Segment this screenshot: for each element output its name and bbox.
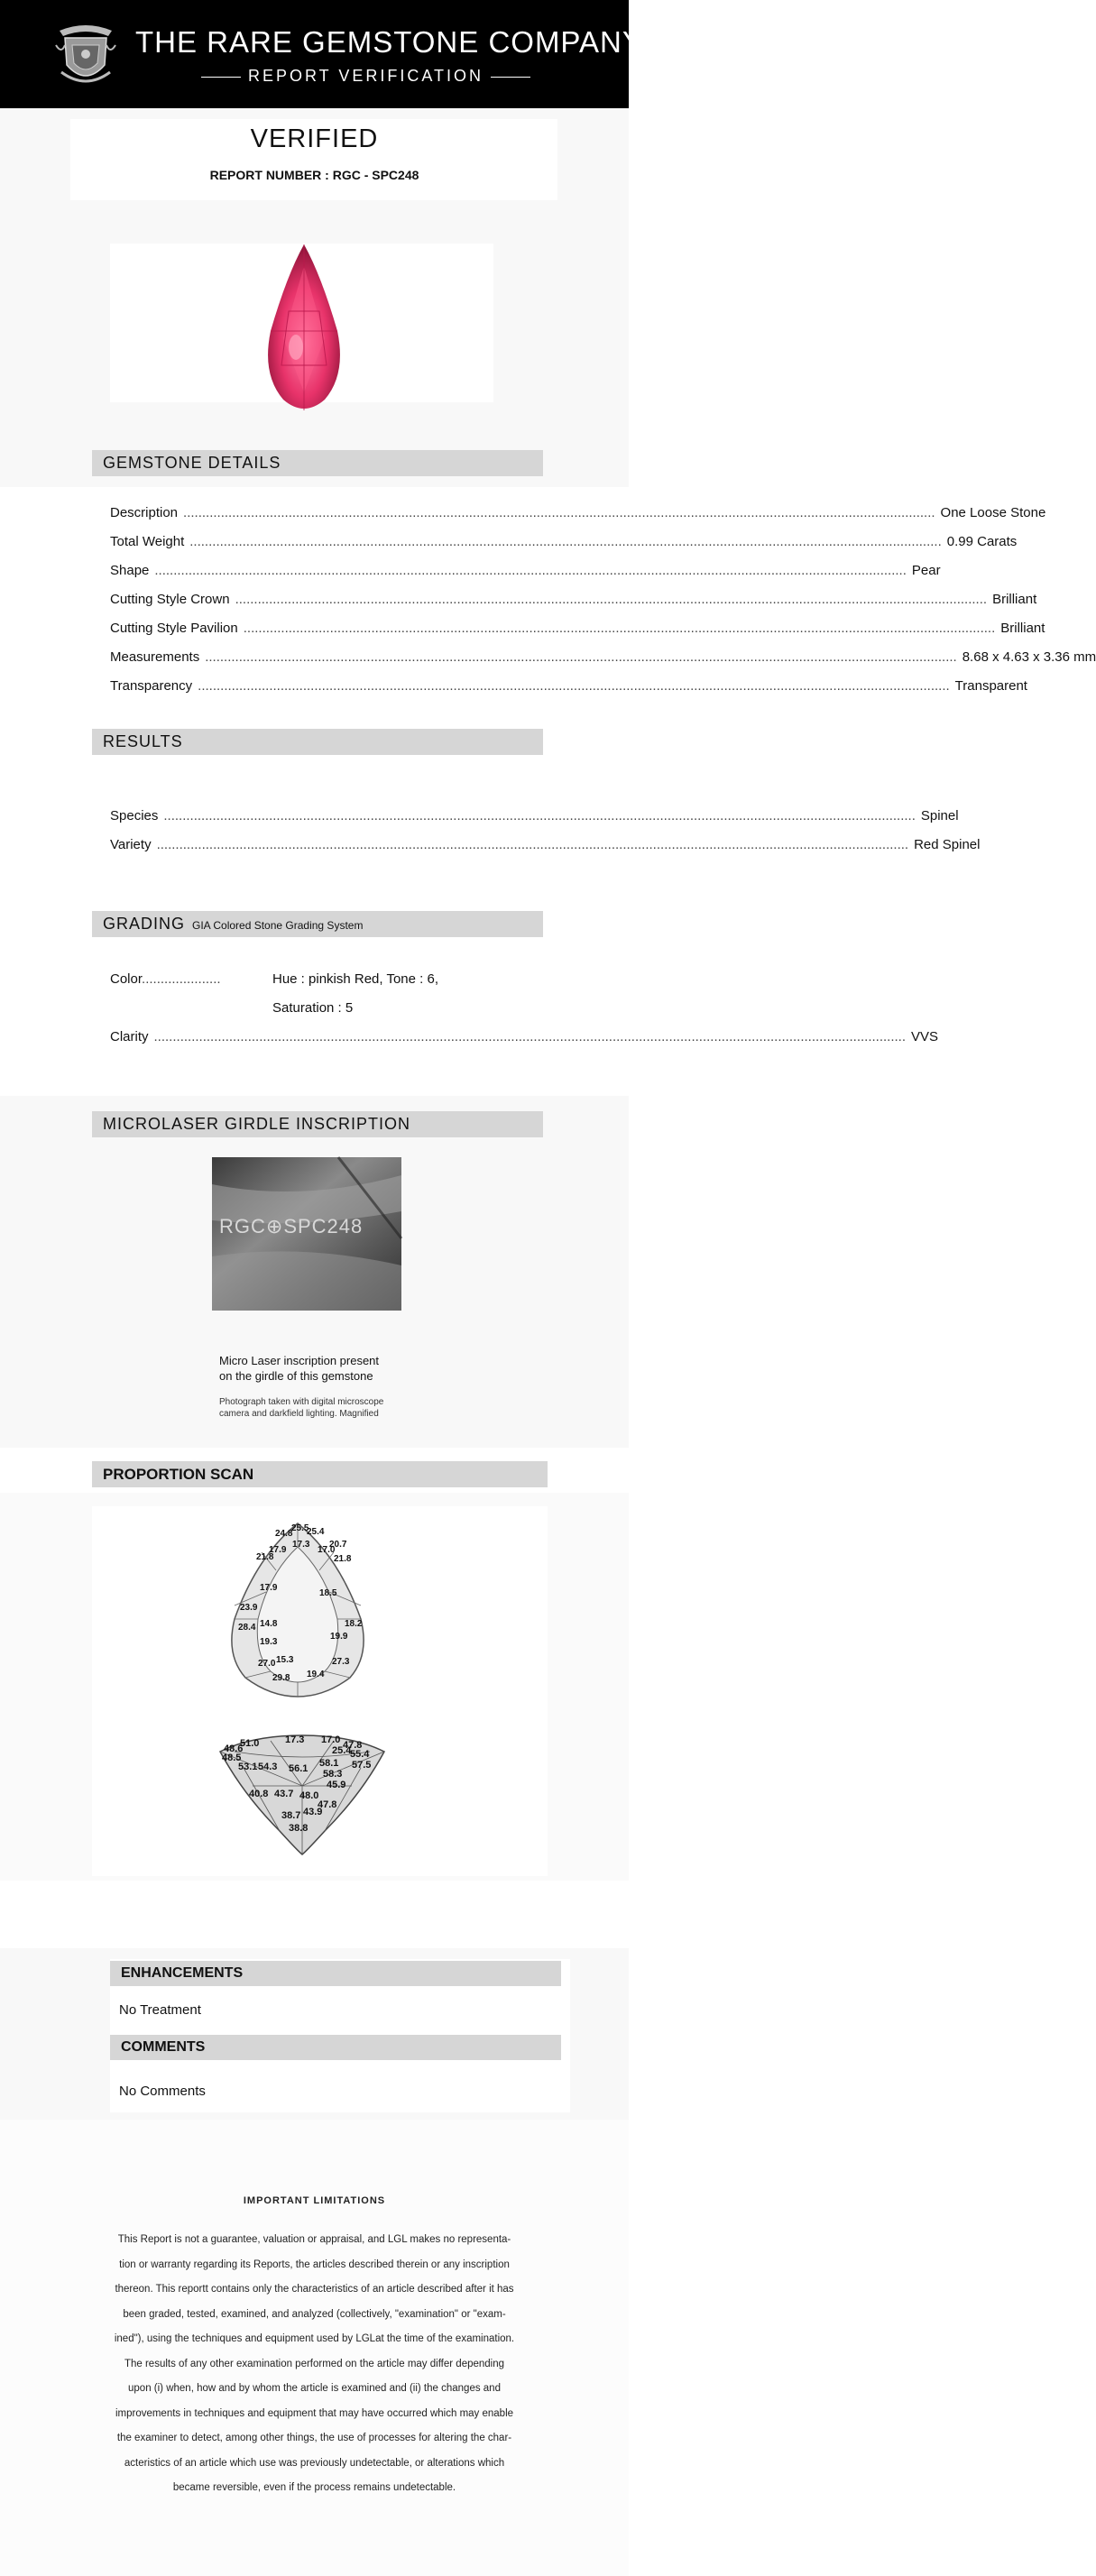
pavilion-label: 48.0 (299, 1790, 319, 1801)
crown-label: 28.4 (238, 1623, 256, 1633)
grading-system: GIA Colored Stone Grading System (192, 919, 364, 932)
leader-dots (154, 1029, 907, 1044)
company-name: THE RARE GEMSTONE COMPANY™ (135, 25, 655, 59)
limitations-line: ined"), using the techniques and equipment used by LGLat the time of the examination. (114, 2333, 515, 2344)
pavilion-label: 58.1 (319, 1758, 339, 1769)
leader-dots (163, 808, 916, 823)
detail-value: Brilliant (992, 592, 1037, 607)
result-row (110, 808, 959, 837)
detail-value: 0.99 Carats (946, 534, 1018, 549)
gemstone-photo (262, 239, 347, 419)
comments-heading: COMMENTS (110, 2035, 561, 2060)
divider-line (491, 77, 530, 78)
report-number: REPORT NUMBER : RGC - SPC248 (209, 168, 419, 182)
crown-label: 27.0 (258, 1659, 276, 1669)
limitations-text (54, 2228, 575, 2501)
trademark-symbol: ™ (642, 32, 655, 44)
result-label: Variety (110, 837, 152, 852)
crown-label: 27.3 (332, 1657, 350, 1667)
limitations-line: tion or warranty regarding its Reports, the articles described therein or any inscription (119, 2259, 510, 2270)
band-spacer (0, 1439, 629, 1448)
limitations-line: The results of any other examination performed on the article may differ depending (124, 2358, 505, 2369)
company-crest-icon (52, 18, 119, 90)
pavilion-label: 43.9 (303, 1807, 323, 1817)
crown-label: 18.5 (319, 1588, 337, 1598)
pavilion-label: 43.7 (274, 1789, 294, 1799)
limitations-line: became reversible, even if the process remains undetectable. (172, 2482, 456, 2493)
report-header (0, 0, 655, 108)
color-value-line2: Saturation : 5 (272, 1000, 354, 1016)
pavilion-label: 40.8 (249, 1789, 269, 1799)
proportion-scan-heading: PROPORTION SCAN (92, 1461, 548, 1487)
detail-label: Cutting Style Crown (110, 592, 230, 607)
crown-label: 24.8 (275, 1529, 293, 1539)
pavilion-label: 47.8 (318, 1799, 337, 1810)
crown-label: 21.8 (256, 1552, 274, 1562)
color-value-line1: Hue : pinkish Red, Tone : 6, (272, 971, 438, 987)
gemstone-details-heading: GEMSTONE DETAILS (92, 450, 543, 476)
inscription-heading: MICROLASER GIRDLE INSCRIPTION (92, 1111, 543, 1137)
pavilion-label: 38.7 (281, 1810, 301, 1821)
results-heading: RESULTS (92, 729, 543, 755)
pavilion-label: 55.4 (350, 1749, 370, 1760)
pavilion-label: 48.6 (224, 1743, 244, 1754)
gemstone-details-table (110, 505, 1096, 707)
results-table (110, 808, 981, 866)
leader-dots (205, 649, 957, 665)
header-subtitle: REPORT VERIFICATION (194, 67, 492, 86)
pavilion-scan-diagram (216, 1732, 388, 1858)
detail-row (110, 505, 1046, 534)
crown-label: 19.3 (260, 1637, 278, 1647)
limitations-title: IMPORTANT LIMITATIONS (243, 2195, 386, 2206)
detail-row (110, 592, 1037, 621)
crown-label: 14.8 (260, 1619, 278, 1629)
limitations-line: This Report is not a guarantee, valuation or appraisal, and LGL makes no representa- (117, 2234, 511, 2245)
detail-row (110, 563, 941, 592)
crown-scan-diagram (226, 1520, 370, 1700)
detail-label: Description (110, 505, 179, 520)
clarity-value: VVS (911, 1029, 939, 1044)
crown-label: 17.9 (260, 1583, 278, 1593)
pavilion-label: 48.5 (222, 1753, 242, 1763)
crown-label: 25.5 (291, 1523, 309, 1533)
pavilion-label: 54.3 (258, 1762, 278, 1772)
verified-status: VERIFIED (250, 124, 379, 153)
crown-label: 25.4 (307, 1527, 325, 1537)
clarity-row (110, 1029, 939, 1044)
crown-label: 21.8 (334, 1554, 352, 1564)
detail-label: Cutting Style Pavilion (110, 621, 238, 636)
crown-label: 18.2 (345, 1619, 363, 1629)
crown-label: 19.9 (330, 1632, 348, 1642)
detail-row (110, 621, 1045, 649)
enhancements-heading: ENHANCEMENTS (110, 1961, 561, 1986)
limitations-line: been graded, tested, examined, and analyzed (collectively, "examination" or "exam- (123, 2308, 506, 2320)
detail-value: 8.68 x 4.63 x 3.36 mm (962, 649, 1096, 665)
result-row (110, 837, 981, 866)
divider-line (201, 77, 241, 78)
pavilion-label: 25.4 (332, 1745, 352, 1756)
pavilion-label: 17.0 (321, 1734, 341, 1745)
leader-dots (189, 534, 942, 549)
pavilion-label: 17.3 (285, 1734, 305, 1745)
inscription-engraving: RGC⊕SPC248 (219, 1215, 364, 1237)
limitations-line: thereon. This reportt contains only the characteristics of an article described after it has (115, 2284, 514, 2295)
crown-label: 17.9 (269, 1545, 287, 1555)
comments-value: No Comments (119, 2084, 206, 2099)
crown-label: 17.3 (292, 1540, 310, 1550)
leader-dots (157, 837, 909, 852)
leader-dots (154, 563, 907, 578)
detail-value: One Loose Stone (940, 505, 1046, 520)
detail-label: Transparency (110, 678, 193, 694)
detail-row (110, 534, 1018, 563)
result-value: Red Spinel (914, 837, 981, 852)
crown-label: 15.3 (276, 1655, 294, 1665)
detail-label: Shape (110, 563, 150, 578)
limitations-line: improvements in techniques and equipment that may have occurred which may enable (115, 2407, 514, 2419)
detail-label: Measurements (110, 649, 200, 665)
result-label: Species (110, 808, 159, 823)
inscription-caption-line1: Micro Laser inscription present (219, 1354, 380, 1367)
result-value: Spinel (920, 808, 959, 823)
crown-label: 20.7 (329, 1540, 347, 1550)
leader-dots (198, 678, 950, 694)
limitations-line: upon (i) when, how and by whom the article is examined and (ii) the changes and (128, 2383, 501, 2394)
pavilion-label: 58.3 (323, 1769, 343, 1780)
photo-note-line2: camera and darkfield lighting. Magnified (219, 1409, 379, 1419)
crown-label: 19.4 (307, 1670, 325, 1679)
leader-dots (183, 505, 935, 520)
inscription-photo (212, 1157, 401, 1311)
pavilion-label: 56.1 (289, 1763, 309, 1774)
pavilion-label: 51.0 (240, 1738, 260, 1749)
crown-label: 29.8 (272, 1673, 290, 1683)
pavilion-label: 45.9 (327, 1780, 346, 1790)
limitations-line: acteristics of an article which use was previously undetectable, or alterations which (124, 2457, 505, 2469)
detail-value: Brilliant (1000, 621, 1045, 636)
inscription-caption-line2: on the girdle of this gemstone (219, 1369, 373, 1383)
detail-row (110, 649, 1096, 678)
pavilion-label: 47.8 (343, 1740, 363, 1751)
leader-dots (244, 621, 996, 636)
leader-dots (235, 592, 988, 607)
color-label: Color..................... (110, 971, 221, 987)
limitations-line: the examiner to detect, among other things, the use of processes for altering the char- (116, 2433, 512, 2443)
pavilion-label: 53.1 (238, 1762, 258, 1772)
detail-value: Transparent (954, 678, 1027, 694)
grading-heading: GRADING GIA Colored Stone Grading System (92, 911, 543, 937)
detail-row (110, 678, 1027, 707)
detail-label: Total Weight (110, 534, 185, 549)
pavilion-label: 57.5 (352, 1760, 372, 1771)
enhancements-value: No Treatment (119, 2002, 201, 2018)
detail-value: Pear (911, 563, 941, 578)
photo-note-line1: Photograph taken with digital microscope (219, 1397, 384, 1407)
crown-label: 23.9 (240, 1603, 258, 1613)
crown-label: 17.0 (318, 1545, 336, 1555)
clarity-label: Clarity (110, 1029, 149, 1044)
pavilion-label: 38.8 (289, 1823, 309, 1834)
